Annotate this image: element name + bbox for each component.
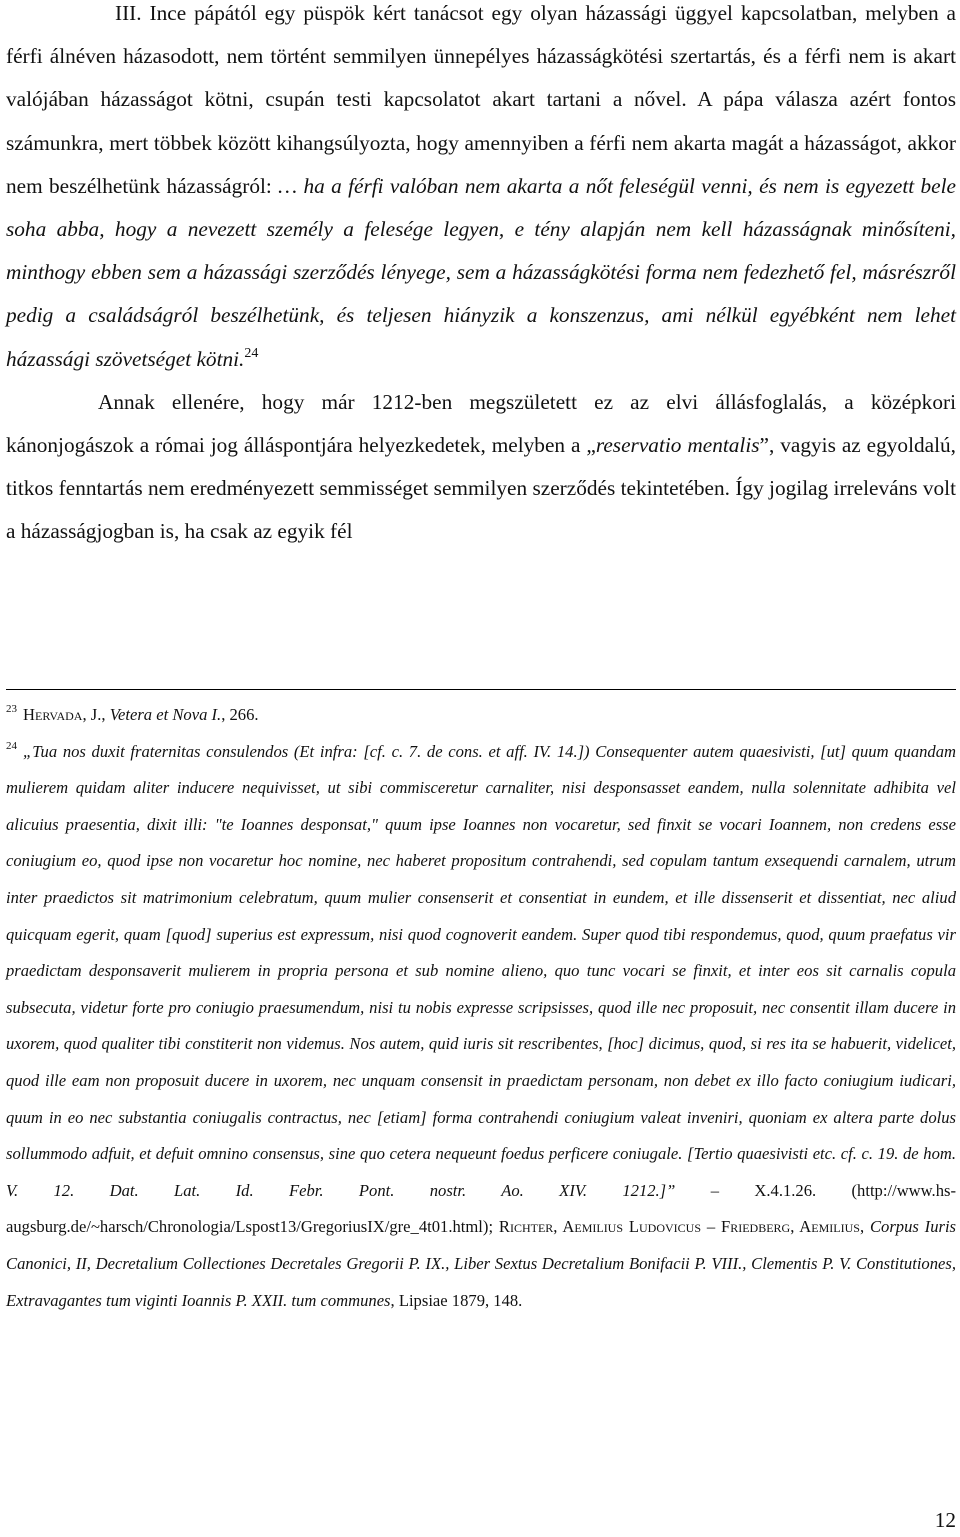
footnote-24 bbox=[6, 734, 956, 1320]
footnote-23-rest: , 266. bbox=[221, 705, 259, 724]
footnote-24-number: 24 bbox=[6, 739, 17, 752]
footnote-ref-24[interactable]: 24 bbox=[244, 345, 259, 361]
paragraph-1 bbox=[6, 0, 956, 381]
footnote-23-sep: , bbox=[101, 705, 110, 724]
paragraph-2-text-b: ”, vagyis az egyoldalú, titkos fenntartás nem eredményezett semmisséget semmilyen szerződés tekintetében. Így jogilag irreleváns volt a házasságjogban is, ha csak az egyik fél bbox=[6, 433, 956, 544]
footnote-separator bbox=[6, 689, 956, 690]
footnote-23 bbox=[6, 697, 956, 734]
body-text bbox=[6, 0, 956, 554]
paragraph-2-text-a: Annak ellenére, hogy már 1212-ben megszületett ez az elvi állásfoglalás, a középkori kánonjogászok a római jog álláspontjára helyezkedetek, melyben a „ bbox=[6, 389, 956, 458]
paragraph-1-text: III. Ince pápától egy püspök kért tanácsot egy olyan házassági üggyel kapcsolatban, melyben a férfi álnéven házasodott, nem történt semmilyen ünnepélyes házasságkötési szertartás, és a férfi nem is akart valójában házasságot kötni, csupán testi kapcsolatot akart tartani a nővel. A pápa válasza azért fontos számunkra, mert többek között kihangsúlyozta, hogy amennyiben a férfi nem akarta magát a házasságot, akkor nem beszélhetünk házasságról: bbox=[6, 1, 956, 198]
footnote-24-latin: „Tua nos duxit fraternitas consulendos (Et infra: [cf. c. 7. de cons. et aff. IV. 14.]) Consequenter autem quaesivisti, [ut] quum quandam mulierem quidam aliter inducere nequivisset, ut sibi commisceretur carnaliter, nisi desponsasset eandem, nulla solennitate adhibita vel alicuius praesentia, dixit illi: "te Ioannes desponsat," quum ipse Ioannes non vocaretur, sed finxit se vocari Ioannem, non credens esse coniugium eo, quod ipse non vocaretur hoc nomine, nec haberet propositum contrahendi, sed copulam tantum exsequendi carnalem, utrum inter praedictos sit matrimonium celebratum, quum mulier consenserit et consentiat in eundem, et ille dissenserit et dissentiat, nec aliud quicquam egerit, quam [quod] superius est expressum, nisi quod cognoverit eandem. Super quod tibi respondemus, quod, quum praefatus vir praedictam desponsaverit mulierem in propria persona et sub nomine alieno, quo tunc vocari se finxit, et inter eos sit carnalis copula subsecuta, videtur forte pro coniugio praesumendum, nisi tu nobis expresse scripsisses, quod ille nec proposuit, nec consentit illam ducere in uxorem, quod qualiter tibi constiterit non videmus. Nos autem, quid iuris sit rescribentes, [hoc] dicimus, quod, si res ita se habuerit, videlicet, quod ille eam non proposuit ducere in uxorem, nec unquam consensit in praedictam personam, non debet ex illo facto coniugium iudicari, quum in eo nec substantia coniugalis contractus, nec [etiam] forma contrahendi coniugium valeat inveniri, quoniam ex altera parte dolus sollummodo adfuit, et defuit omnino consensus, sine quo cetera nequeunt foedus perficere coniugale. [Tertio quaesivisti etc. cf. c. 19. de hom. V. 12. Dat. Lat. Id. Febr. Pont. nostr. Ao. XIV. 1212.]” bbox=[6, 741, 956, 1200]
footnote-24-authors: Richter, Aemilius Ludovicus – Friedberg, Aemilius bbox=[498, 1217, 860, 1237]
papal-quote: … ha a férfi valóban nem akarta a nőt feleségül venni, és nem is egyezett bele soha abba, hogy a nevezett személy a felesége legyen, e tény alapján nem kell házasságnak minősíteni, minthogy ebben sem a házassági szerződés lényege, sem a házasságkötési forma nem fedezhető fel, másrészről pedig a családságról beszélhetünk, és teljesen hiányzik a konszenzus, ami nélkül egyébként nem lehet házassági szövetséget kötni. bbox=[6, 173, 956, 371]
footnote-24-rest: , Lipsiae 1879, 148. bbox=[390, 1290, 523, 1310]
latin-term: reservatio mentalis bbox=[595, 433, 760, 458]
footnote-24-sep: , bbox=[859, 1217, 870, 1237]
footnote-23-work: Vetera et Nova I. bbox=[109, 705, 222, 724]
page-number: 12 bbox=[934, 1508, 956, 1532]
footnote-23-author: Hervada, J. bbox=[23, 705, 102, 724]
footnote-24-work: Corpus Iuris Canonici, II, Decretalium Collectiones Decretales Gregorii P. IX., Liber Sextus Decretalium Bonifacii P. VIII., Clementis P. V. Constitutiones, Extravagantes tum viginti Ioannis P. XXII. tum communes bbox=[6, 1217, 957, 1310]
footnote-23-number: 23 bbox=[6, 703, 17, 715]
footnotes bbox=[6, 697, 956, 1319]
footnote-24-ref: – X.4.1.26. (http://www.hs-augsburg.de/~harsch/Chronologia/Lspost13/GregoriusIX/gre_4t01.html); bbox=[6, 1180, 956, 1237]
paragraph-2 bbox=[6, 381, 956, 554]
